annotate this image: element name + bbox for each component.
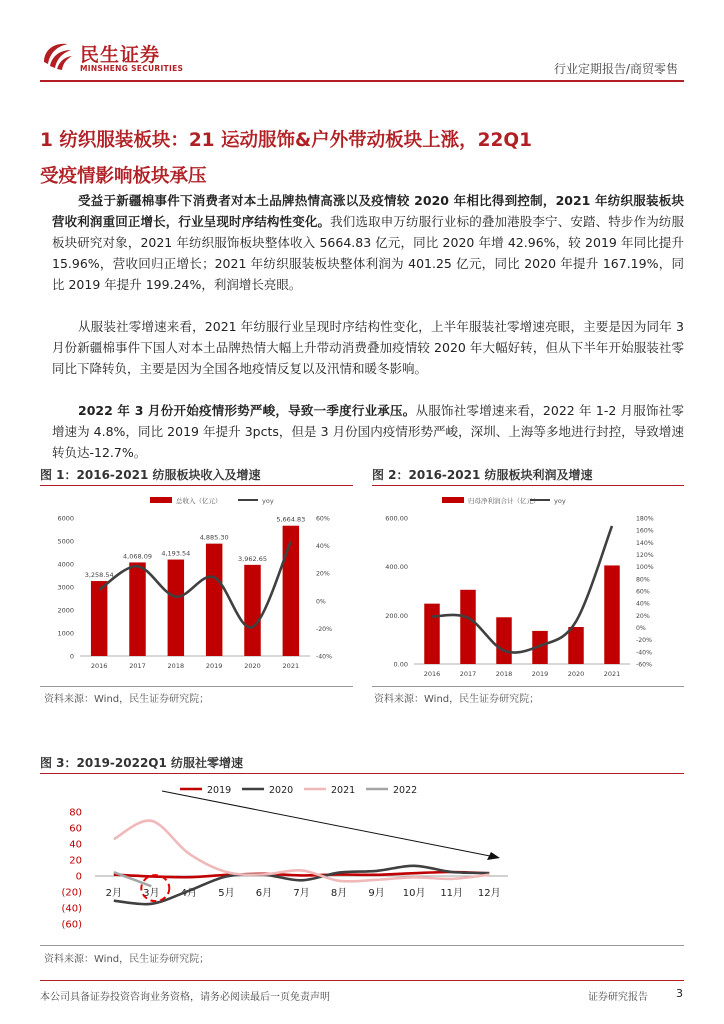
figure-1-title: 图 1：2016-2021 纺服板块收入及增速: [40, 468, 261, 482]
x-tick-label: 3月: [143, 888, 160, 899]
figure-1-chart: [40, 488, 353, 686]
y2-tick-label: 180%: [636, 515, 654, 523]
figure-1-rule: [40, 485, 353, 486]
y2-tick-label: -40%: [636, 649, 652, 657]
legend-label-2022: 2022: [393, 785, 418, 796]
bar-value-label: 4,885.30: [199, 533, 229, 542]
x-tick-label: 10月: [402, 888, 426, 899]
bar-2021: [604, 565, 619, 664]
y2-tick-label: 160%: [636, 527, 654, 535]
figure-2-rule: [372, 485, 684, 486]
x-tick-label: 4月: [180, 888, 198, 899]
y-tick-label: 0: [75, 871, 82, 883]
y-tick-label: 60: [69, 823, 82, 835]
bar-2021: [283, 526, 299, 656]
figure-2-source: 资料来源：Wind，民生证券研究院；: [374, 694, 540, 705]
bar-2017: [129, 562, 145, 656]
y2-tick-label: 60%: [316, 515, 330, 523]
y-tick-label: 20: [69, 855, 82, 867]
figure-3-rule: [40, 773, 684, 774]
bar-2016: [424, 604, 439, 664]
y2-tick-label: 20%: [316, 570, 330, 578]
paragraph-1: [52, 190, 684, 295]
bar-value-label: 4,193.54: [161, 549, 191, 558]
bar-2016: [91, 581, 107, 656]
y-tick-label: 80: [69, 807, 82, 819]
figure-1-bottom-rule: [40, 686, 353, 687]
legend-bar-swatch: [442, 497, 464, 503]
bar-value-label: 3,258.54: [84, 571, 114, 580]
x-tick-label: 6月: [255, 888, 273, 899]
x-tick-label: 2018: [167, 662, 185, 670]
heading-line-1: 1 纺织服装板块：21 运动服饰&户外带动板块上涨，22Q1: [40, 130, 532, 151]
y-tick-label: 200.00: [385, 611, 408, 620]
logo-chinese-name: 民生证券: [80, 44, 161, 66]
footer-label: 证券研究报告: [588, 992, 648, 1003]
legend-bar-label: 归母净利润合计（亿元）: [468, 497, 540, 505]
x-tick-label: 8月: [330, 888, 348, 899]
paragraph-1-rest: 我们选取申万纺服行业标的叠加港股李宁、安踏、特步作为纺服板块研究对象，2021 年纺织服饰板块整体收入 5664.83 亿元，同比 2020 年增 42.96%，较 2019 年同比提升 15.96%，营收回归正增长；2021 年纺织服装板块整体利润为 401.25 亿元，同比 2020 年提升 167.19%，同比 2019 年提升 199.24%，利润增长亮眼。: [52, 214, 684, 292]
bar-2019: [206, 544, 222, 656]
y-tick-label: (40): [61, 903, 82, 915]
y2-tick-label: -60%: [636, 661, 652, 669]
trend-arrow-line: [162, 791, 490, 856]
figure-3-source: 资料来源：Wind，民生证券研究院；: [44, 954, 210, 965]
y2-tick-label: 0%: [636, 625, 646, 632]
figure-2-title: 图 2：2016-2021 纺服板块利润及增速: [372, 468, 593, 482]
bar-2018: [168, 560, 184, 656]
x-tick-label: 2021: [282, 662, 300, 670]
page-number: 3: [676, 987, 683, 1000]
y-tick-label: 1000: [57, 629, 74, 638]
y-tick-label: 600.00: [385, 514, 408, 523]
x-tick-label: 12月: [477, 888, 501, 899]
y2-tick-label: -40%: [316, 653, 332, 661]
x-tick-label: 2017: [459, 670, 477, 678]
heading-line-2: 受疫情影响板块承压: [40, 166, 207, 187]
bar-2020: [568, 627, 583, 664]
x-tick-label: 2016: [90, 662, 108, 670]
y-tick-label: (60): [61, 919, 82, 931]
x-tick-label: 2020: [244, 662, 261, 670]
legend-bar-swatch: [150, 497, 172, 503]
y-tick-label: 2000: [57, 606, 74, 615]
legend-bar-label: 总收入（亿元）: [176, 497, 222, 505]
x-tick-label: 2016: [423, 670, 441, 678]
paragraph-3-rest: 从服饰社零增速来看，2022 年 1-2 月服饰社零增速为 4.8%，同比 2019 年提升 3pcts，但是 3 月份国内疫情形势严峻，深圳、上海等多地进行封控，导致增速转负达-12.7%。: [52, 403, 684, 460]
x-tick-label: 2021: [603, 670, 621, 678]
legend-label-2021: 2021: [331, 785, 356, 796]
series-line-2019: [114, 872, 489, 877]
x-tick-label: 5月: [218, 888, 235, 899]
legend-line-label: yoy: [262, 497, 274, 505]
figure-2-bottom-rule: [372, 686, 684, 687]
y-tick-label: 4000: [57, 560, 74, 569]
y2-tick-label: 0%: [316, 598, 326, 606]
y2-tick-label: 80%: [636, 576, 650, 584]
figure-3-chart: [40, 776, 540, 944]
y2-tick-label: 140%: [636, 539, 654, 547]
figure-3-bottom-rule: [40, 945, 684, 946]
y2-tick-label: 120%: [636, 552, 654, 559]
y-tick-label: 400.00: [385, 563, 408, 572]
y-tick-label: 6000: [57, 514, 74, 523]
header-divider: [40, 80, 684, 82]
bar-2018: [496, 617, 511, 664]
y2-tick-label: 100%: [636, 564, 654, 572]
x-tick-label: 7月: [293, 888, 310, 899]
paragraph-1-bold: 受益于新疆棉事件下消费者对本土品牌热情高涨以及疫情较 2020 年相比得到控制，2021 年纺织服装板块营收利润重回正增长，行业呈现时序结构性变化。: [52, 193, 684, 229]
x-tick-label: 2019: [205, 662, 223, 670]
legend-line-label: yoy: [554, 497, 566, 505]
y-tick-label: 0.00: [393, 660, 408, 669]
bar-2017: [460, 590, 475, 664]
bar-value-label: 3,962.65: [238, 554, 267, 563]
figure-2-chart: [372, 488, 684, 686]
y2-tick-label: 40%: [316, 543, 330, 551]
paragraph-2: 从服装社零增速来看，2021 年纺服行业呈现时序结构性变化，上半年服装社零增速亮眼，主要是因为同年 3 月份新疆棉事件下国人对本土品牌热情大幅上升带动消费叠加疫情较 2020 年大幅好转，但从下半年开始服装社零同比下降转负，主要是因为全国各地疫情反复以及汛情和暖冬影响。: [52, 319, 684, 376]
minsheng-logo-icon: [40, 38, 74, 72]
figure-3-title: 图 3：2019-2022Q1 纺服社零增速: [40, 756, 244, 770]
y2-tick-label: 20%: [636, 612, 650, 620]
footer-divider: [40, 980, 684, 981]
bar-value-label: 4,068.09: [123, 552, 152, 561]
yoy-line: [432, 526, 612, 653]
y-tick-label: 3000: [57, 583, 74, 592]
y-tick-label: 40: [69, 839, 82, 851]
x-tick-label: 9月: [368, 888, 385, 899]
legend-label-2019: 2019: [207, 785, 232, 796]
bar-2020: [244, 565, 260, 656]
x-tick-label: 2019: [531, 670, 549, 678]
x-tick-label: 2018: [495, 670, 513, 678]
y2-tick-label: -20%: [316, 625, 332, 633]
x-tick-label: 2020: [567, 670, 585, 678]
y-tick-label: 0: [69, 652, 74, 661]
y2-tick-label: 40%: [636, 600, 650, 608]
figure-1-source: 资料来源：Wind，民生证券研究院；: [44, 694, 210, 705]
footer-disclaimer[interactable]: 本公司具备证券投资咨询业务资格，请务必阅读最后一页免责声明: [40, 992, 330, 1003]
y-tick-label: (20): [61, 887, 82, 899]
bar-value-label: 5,664.83: [276, 515, 306, 524]
x-tick-label: 11月: [440, 888, 464, 899]
section-heading: [40, 123, 690, 195]
logo-english-name: MINSHENG SECURITIES: [80, 64, 184, 73]
y-tick-label: 5000: [57, 537, 74, 546]
report-type: 行业定期报告/商贸零售: [553, 62, 678, 76]
y2-tick-label: 60%: [636, 588, 650, 596]
legend-label-2020: 2020: [269, 785, 294, 796]
x-tick-label: 2017: [129, 662, 146, 670]
paragraph-3: [52, 400, 684, 463]
x-tick-label: 2月: [105, 888, 122, 899]
paragraph-3-bold: 2022 年 3 月份开始疫情形势严峻，导致一季度行业承压。: [78, 403, 416, 418]
y2-tick-label: -20%: [636, 637, 652, 645]
